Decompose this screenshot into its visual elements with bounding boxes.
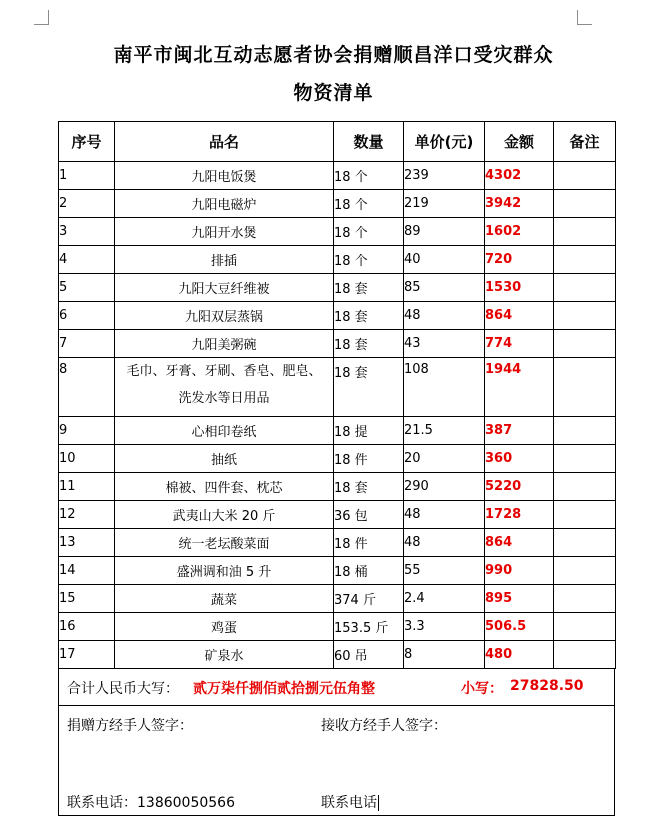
row-name: 九阳电饭煲 <box>115 162 334 190</box>
table-header-row <box>59 122 616 162</box>
page-corner-mark-right <box>577 10 592 25</box>
row-name-line: 洗发水等日用品 <box>178 391 270 406</box>
row-amount: 1530 <box>485 274 554 302</box>
row-amount: 4302 <box>485 162 554 190</box>
row-price: 20 <box>404 445 485 473</box>
row-amount: 895 <box>485 585 554 613</box>
header-seq: 序号 <box>59 122 115 162</box>
row-amount: 506.5 <box>485 613 554 641</box>
signature-section <box>58 705 615 816</box>
donor-signature-label: 捐赠方经手人签字： <box>67 718 193 734</box>
row-name: 统一老坛酸菜面 <box>115 529 334 557</box>
row-seq: 7 <box>59 330 115 358</box>
row-seq: 13 <box>59 529 115 557</box>
items-table <box>58 121 616 669</box>
row-name: 心相印卷纸 <box>115 417 334 445</box>
header-name: 品名 <box>115 122 334 162</box>
row-qty: 18 套 <box>334 302 404 330</box>
total-summary <box>58 669 615 706</box>
header-qty: 数量 <box>334 122 404 162</box>
row-qty: 18 个 <box>334 246 404 274</box>
row-seq: 1 <box>59 162 115 190</box>
header-price: 单价(元) <box>404 122 485 162</box>
table-row <box>59 190 616 218</box>
table-row <box>59 613 616 641</box>
row-qty: 36 包 <box>334 501 404 529</box>
row-price: 40 <box>404 246 485 274</box>
row-seq: 6 <box>59 302 115 330</box>
row-amount: 864 <box>485 529 554 557</box>
row-price: 239 <box>404 162 485 190</box>
row-amount: 387 <box>485 417 554 445</box>
row-name <box>115 358 334 417</box>
row-qty: 18 提 <box>334 417 404 445</box>
row-seq: 15 <box>59 585 115 613</box>
row-price: 21.5 <box>404 417 485 445</box>
row-price: 108 <box>404 358 485 417</box>
row-price: 89 <box>404 218 485 246</box>
row-price: 3.3 <box>404 613 485 641</box>
row-remark <box>554 246 616 274</box>
row-qty: 18 个 <box>334 190 404 218</box>
document-subtitle: 物资清单 <box>293 82 374 104</box>
row-remark <box>554 445 616 473</box>
row-name: 矿泉水 <box>115 641 334 669</box>
row-qty: 18 套 <box>334 330 404 358</box>
row-qty: 18 套 <box>334 473 404 501</box>
row-price: 2.4 <box>404 585 485 613</box>
row-amount: 1728 <box>485 501 554 529</box>
row-name: 九阳双层蒸锅 <box>115 302 334 330</box>
total-small-label: 小写： <box>461 681 503 697</box>
row-price: 219 <box>404 190 485 218</box>
table-body <box>59 162 616 669</box>
row-name: 排插 <box>115 246 334 274</box>
row-qty: 18 件 <box>334 529 404 557</box>
row-price: 8 <box>404 641 485 669</box>
row-amount: 480 <box>485 641 554 669</box>
row-name: 九阳大豆纤维被 <box>115 274 334 302</box>
row-qty: 18 件 <box>334 445 404 473</box>
row-name: 抽纸 <box>115 445 334 473</box>
row-remark <box>554 641 616 669</box>
table-row <box>59 585 616 613</box>
row-seq: 5 <box>59 274 115 302</box>
row-remark <box>554 417 616 445</box>
document-title: 南平市闽北互动志愿者协会捐赠顺昌洋口受灾群众 <box>113 44 554 66</box>
table-row <box>59 557 616 585</box>
row-seq: 4 <box>59 246 115 274</box>
row-name-line: 毛巾、牙膏、牙刷、香皂、肥皂、 <box>126 364 322 379</box>
page-corner-mark-left <box>34 10 49 25</box>
row-remark <box>554 302 616 330</box>
donor-phone: 联系电话：13860050566 <box>67 795 235 811</box>
table-row <box>59 218 616 246</box>
table-row <box>59 501 616 529</box>
row-price: 290 <box>404 473 485 501</box>
table-row <box>59 445 616 473</box>
row-qty: 18 个 <box>334 218 404 246</box>
row-amount: 5220 <box>485 473 554 501</box>
row-amount: 774 <box>485 330 554 358</box>
row-seq: 14 <box>59 557 115 585</box>
total-amount-chinese: 贰万柒仟捌佰贰拾捌元伍角整 <box>193 681 375 697</box>
row-name: 九阳开水煲 <box>115 218 334 246</box>
table-row <box>59 302 616 330</box>
row-remark <box>554 274 616 302</box>
row-remark <box>554 218 616 246</box>
row-qty: 153.5 斤 <box>334 613 404 641</box>
table-row <box>59 529 616 557</box>
row-amount: 990 <box>485 557 554 585</box>
row-name: 九阳美粥碗 <box>115 330 334 358</box>
row-seq: 9 <box>59 417 115 445</box>
row-remark <box>554 529 616 557</box>
receiver-phone-field[interactable] <box>321 792 379 812</box>
row-qty: 18 套 <box>334 358 404 417</box>
text-cursor <box>378 795 379 811</box>
row-name: 武夷山大米 20 斤 <box>115 501 334 529</box>
row-amount: 360 <box>485 445 554 473</box>
row-price: 55 <box>404 557 485 585</box>
row-amount: 1944 <box>485 358 554 417</box>
receiver-signature-label: 接收方经手人签字： <box>321 718 447 734</box>
header-amount: 金额 <box>485 122 554 162</box>
row-remark <box>554 162 616 190</box>
row-name: 盛洲调和油 5 升 <box>115 557 334 585</box>
table-row <box>59 246 616 274</box>
table-row <box>59 358 616 417</box>
row-amount: 3942 <box>485 190 554 218</box>
row-amount: 1602 <box>485 218 554 246</box>
row-seq: 16 <box>59 613 115 641</box>
row-name: 鸡蛋 <box>115 613 334 641</box>
row-qty: 18 桶 <box>334 557 404 585</box>
row-remark <box>554 557 616 585</box>
table-row <box>59 417 616 445</box>
row-remark <box>554 473 616 501</box>
row-seq: 8 <box>59 358 115 417</box>
row-amount: 720 <box>485 246 554 274</box>
row-remark <box>554 330 616 358</box>
row-remark <box>554 501 616 529</box>
total-label: 合计人民币大写： <box>67 681 179 697</box>
header-remark: 备注 <box>554 122 616 162</box>
table-row <box>59 330 616 358</box>
row-price: 48 <box>404 302 485 330</box>
row-qty: 60 吊 <box>334 641 404 669</box>
row-seq: 11 <box>59 473 115 501</box>
row-price: 43 <box>404 330 485 358</box>
row-name: 九阳电磁炉 <box>115 190 334 218</box>
row-name: 蔬菜 <box>115 585 334 613</box>
row-remark <box>554 585 616 613</box>
row-price: 48 <box>404 529 485 557</box>
row-seq: 12 <box>59 501 115 529</box>
row-remark <box>554 190 616 218</box>
table-row <box>59 473 616 501</box>
row-amount: 864 <box>485 302 554 330</box>
row-seq: 2 <box>59 190 115 218</box>
row-qty: 18 个 <box>334 162 404 190</box>
row-seq: 17 <box>59 641 115 669</box>
row-price: 85 <box>404 274 485 302</box>
row-seq: 10 <box>59 445 115 473</box>
row-name: 棉被、四件套、枕芯 <box>115 473 334 501</box>
table-row <box>59 641 616 669</box>
row-qty: 374 斤 <box>334 585 404 613</box>
table-row <box>59 274 616 302</box>
receiver-phone-label: 联系电话 <box>321 795 377 811</box>
row-remark <box>554 613 616 641</box>
row-qty: 18 套 <box>334 274 404 302</box>
total-amount-number: 27828.50 <box>510 678 584 694</box>
table-row <box>59 162 616 190</box>
row-seq: 3 <box>59 218 115 246</box>
row-price: 48 <box>404 501 485 529</box>
row-remark <box>554 358 616 417</box>
